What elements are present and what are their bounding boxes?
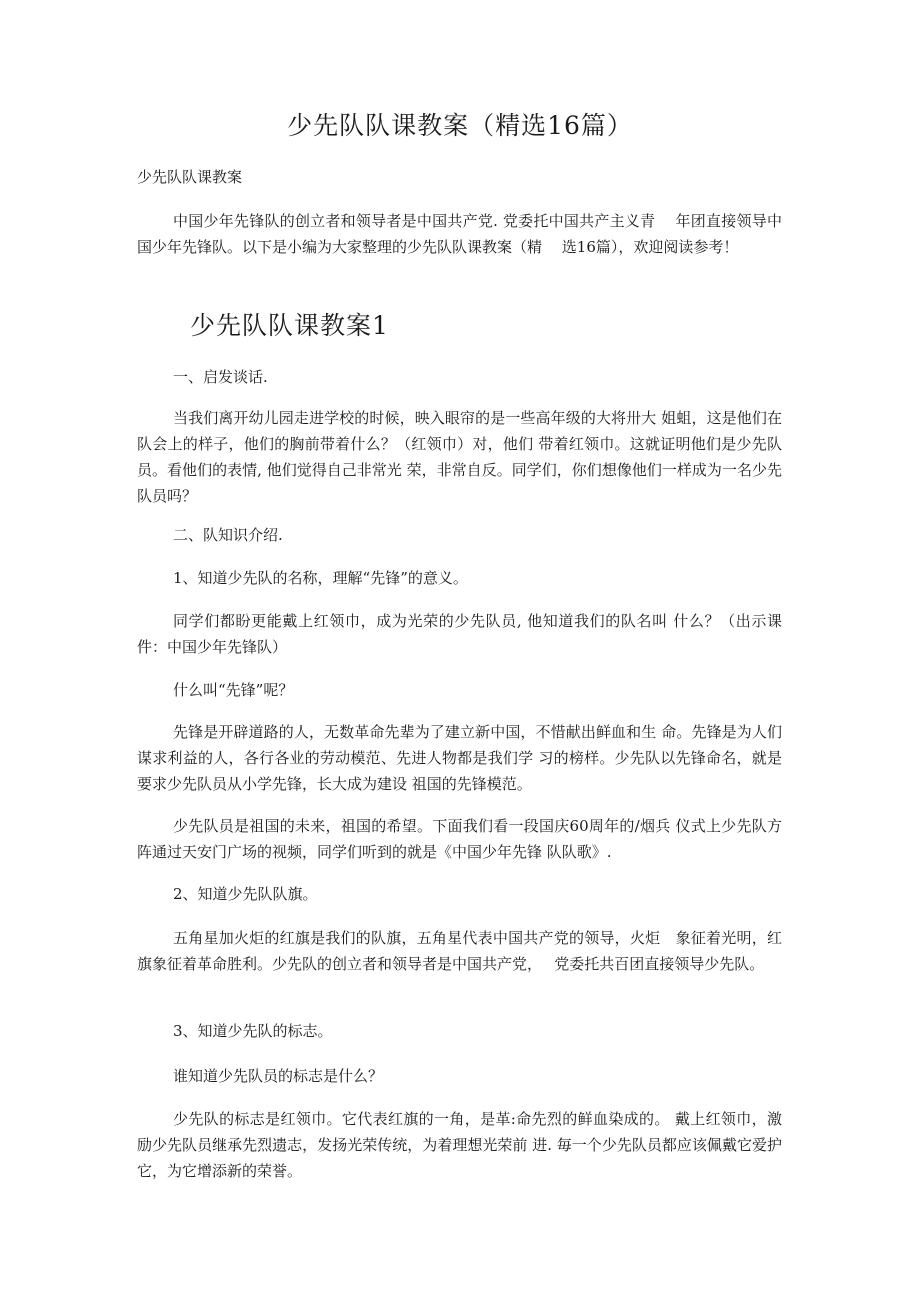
- paragraph-6: 什么叫“先锋”呢？: [173, 681, 294, 699]
- paragraph-3: 二、队知识介绍.: [173, 526, 283, 544]
- paragraph-10: 五角星加火炬的红旗是我们的队旗，五角星代表中国共产党的领导，火炬 象征着光明，红旗象征着革命胜利。少先队的创立者和领导者是中国共产党， 党委托共百团直接领导少先队。: [137, 929, 782, 973]
- paragraph-4: 1、知道少先队的名称，理解“先锋”的意义。: [173, 569, 468, 587]
- paragraph-1: 一、启发谈话.: [173, 368, 268, 386]
- document-title: 少先队队课教案（精选16篇）: [287, 111, 633, 140]
- paragraph-11: 3、知道少先队的标志。: [173, 1022, 333, 1040]
- paragraph-12: 谁知道少先队员的标志是什么？: [173, 1067, 384, 1085]
- section-heading: 少先队队课教案1: [190, 311, 389, 340]
- paragraph-2: 当我们离开幼儿园走进学校的时候，映入眼帘的是一些高年级的大将卅大 姐蛆，这是他们在队会上的样子，他们的胸前带着什么？（红领巾）对，他们 带着红领巾。这就证明他们是少先队员。看他们的表情, 他们觉得自己非常光 荣，非常自反。同学们，你们想像他们一样成为一名少先队员吗？: [137, 409, 782, 505]
- intro-paragraph: 中国少年先锋队的创立者和领导者是中国共产党. 党委托中国共产主义青 年团直接领导中国少年先锋队。以下是小编为大家整理的少先队队课教案（精 选16篇），欢迎阅读参考！: [137, 212, 782, 256]
- paragraph-13: 少先队的标志是红领巾。它代表红旗的一角，是革:命先烈的鲜血染成的。 戴上红领巾，激励少先队员继承先烈遗志，发扬光荣传统，为着理想光荣前 进. 毎一个少先队员都应该佩戴它爱护它，为它增添新的荣誉。: [137, 1110, 782, 1180]
- paragraph-9: 2、知道少先队队旗。: [173, 885, 318, 903]
- paragraph-8: 少先队员是祖国的未来，祖国的希望。下面我们看一段国庆60周年的/烟兵 仪式上少先队方阵通过天安门广场的视频，同学们听到的就是《中国少年先锋 队队歌》.: [137, 817, 782, 861]
- paragraph-5: 同学们都盼更能戴上红领巾，成为光荣的少先队员, 他知道我们的队名叫 什么？（出示课件：中国少年先锋队）: [137, 612, 782, 656]
- document-subtitle: 少先队队课教案: [137, 168, 243, 186]
- paragraph-7: 先锋是开辟道路的人，无数革命先辈为了建立新中国，不惜献出鲜血和生 命。先锋是为人们谋求利益的人，各行各业的劳动模范、先进人物都是我们学 习的榜样。少先队以先锋命名，就是要求少先队员从小学先锋，长大成为建设 祖国的先锋模范。: [137, 723, 782, 793]
